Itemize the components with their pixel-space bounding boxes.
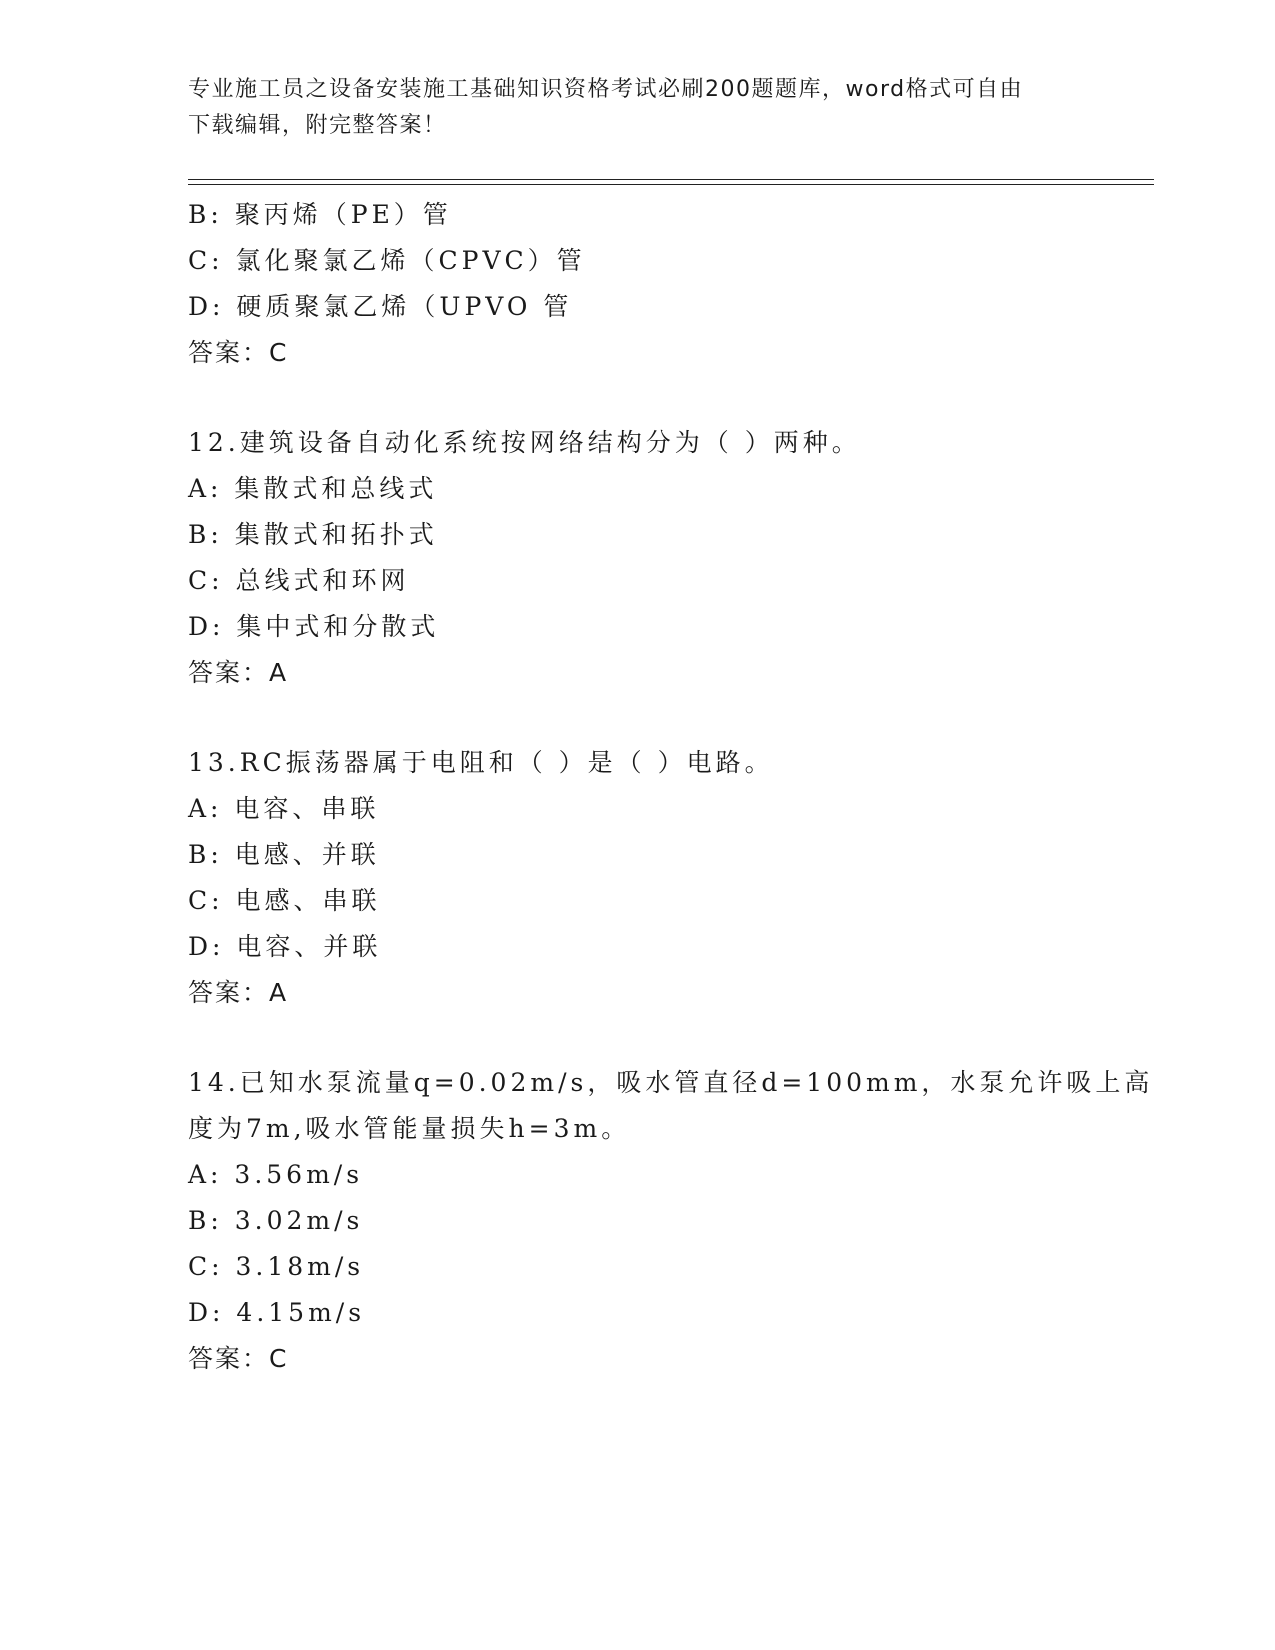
question-block-14	[188, 1060, 1154, 1382]
answer-line: 答案：A	[188, 658, 289, 687]
question-block-13	[188, 740, 1088, 1016]
question-block-12	[188, 420, 1088, 696]
option-c: C: 3.18m/s	[188, 1252, 365, 1281]
header-line-2: 下载编辑，附完整答案！	[188, 113, 447, 138]
option-d: D: 硬质聚氯乙烯（UPVO 管	[188, 292, 573, 321]
option-b: B: 电感、并联	[188, 840, 380, 869]
question-stem: 13.RC振荡器属于电阻和（ ）是（ ）电路。	[188, 748, 774, 777]
option-c: C: 氯化聚氯乙烯（CPVC）管	[188, 246, 586, 275]
answer-line: 答案：C	[188, 338, 289, 367]
option-c: C: 电感、串联	[188, 886, 381, 915]
question-content	[188, 192, 1154, 1382]
option-c: C: 总线式和环网	[188, 566, 410, 595]
question-stem-line-2: 度为7m,吸水管能量损失h=3m。	[188, 1114, 631, 1143]
header-divider	[188, 179, 1154, 180]
question-stem-line-1: 14.已知水泵流量q=0.02m/s，吸水管直径d=100mm，水泵允许吸上高	[188, 1068, 1154, 1097]
option-d: D: 电容、并联	[188, 932, 382, 961]
option-b: B: 聚丙烯（PE）管	[188, 200, 452, 229]
option-d: D: 4.15m/s	[188, 1298, 366, 1327]
option-a: A: 集散式和总线式	[188, 474, 438, 503]
document-header	[188, 72, 1088, 144]
option-a: A: 电容、串联	[188, 794, 380, 823]
header-divider-second	[188, 184, 1154, 185]
option-b: B: 3.02m/s	[188, 1206, 364, 1235]
option-d: D: 集中式和分散式	[188, 612, 440, 641]
header-line-1: 专业施工员之设备安装施工基础知识资格考试必刷200题题库，word格式可自由	[188, 77, 1024, 102]
answer-line: 答案：A	[188, 978, 289, 1007]
option-a: A: 3.56m/s	[188, 1160, 364, 1189]
answer-line: 答案：C	[188, 1344, 289, 1373]
option-b: B: 集散式和拓扑式	[188, 520, 438, 549]
question-block-11	[188, 192, 1088, 376]
question-stem: 12.建筑设备自动化系统按网络结构分为（ ）两种。	[188, 428, 861, 457]
